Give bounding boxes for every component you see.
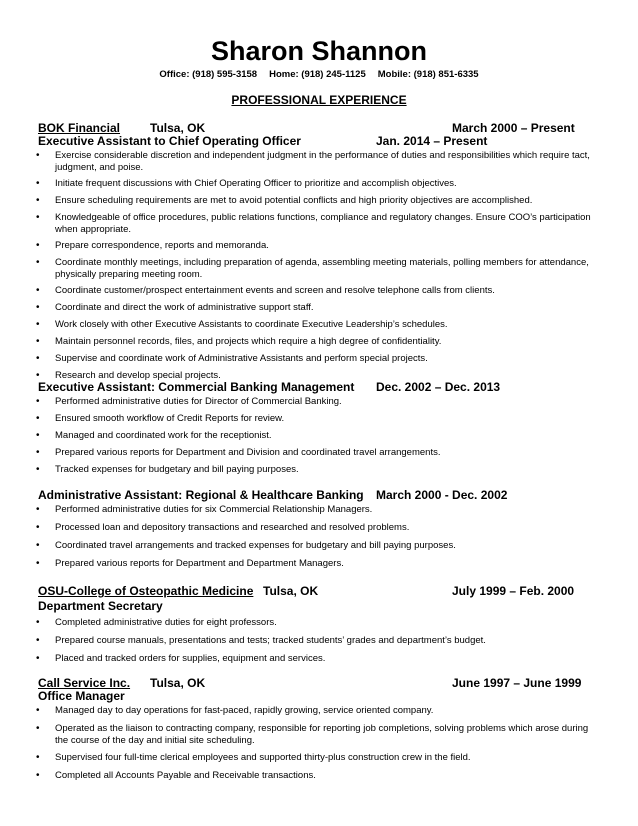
- list-item: • Managed day to day operations for fast-paced, rapidly growing, service oriented company.: [0, 705, 601, 717]
- list-item: • Processed loan and depository transactions and researched and resolved problems.: [0, 522, 601, 534]
- list-item: • Exercise considerable discretion and independent judgment in the performance of duties and responsibilities which require tact, judgment, and poise.: [0, 150, 601, 174]
- list-item: • Knowledgeable of office procedures, public relations functions, compliance and regulatory changes. Ensure COO’s participation when appropriate.: [0, 212, 601, 236]
- csi-company: Call Service Inc.: [38, 676, 131, 690]
- osu-dates: July 1999 – Feb. 2000: [452, 584, 575, 598]
- list-item: • Prepared course manuals, presentations and tests; tracked students’ grades and department’s budget.: [0, 635, 601, 647]
- csi-list: [0, 705, 601, 782]
- contact-line: [0, 69, 638, 81]
- bok-role2-list: [0, 396, 601, 476]
- bok-location: Tulsa, OK: [150, 121, 206, 135]
- list-item: • Coordinate and direct the work of administrative support staff.: [0, 302, 601, 314]
- list-item: • Prepare correspondence, reports and memoranda.: [0, 240, 601, 252]
- list-item: • Research and develop special projects.: [0, 370, 601, 382]
- office-phone: Office: (918) 595-3158: [159, 69, 258, 80]
- list-item: • Supervised four full-time clerical employees and supported thirty-plus construction crew in the field.: [0, 752, 601, 764]
- list-item: • Placed and tracked orders for supplies, equipment and services.: [0, 653, 601, 665]
- csi-location: Tulsa, OK: [150, 676, 206, 690]
- list-item: • Ensure scheduling requirements are met to avoid potential conflicts and high priority objectives are accomplished.: [0, 195, 601, 207]
- bok-role3-dates: March 2000 - Dec. 2002: [376, 488, 508, 502]
- list-item: • Supervise and coordinate work of Administrative Assistants and perform special projects.: [0, 353, 601, 365]
- bok-role1-title: Executive Assistant to Chief Operating Officer: [38, 134, 301, 148]
- list-item: • Prepared various reports for Department and Department Managers.: [0, 558, 601, 570]
- list-item: • Tracked expenses for budgetary and bill paying purposes.: [0, 464, 601, 476]
- bok-role1-dates: Jan. 2014 – Present: [376, 134, 488, 148]
- list-item: • Performed administrative duties for six Commercial Relationship Managers.: [0, 504, 601, 516]
- osu-title: Department Secretary: [38, 599, 163, 613]
- bok-role2-title: Executive Assistant: Commercial Banking Management: [38, 380, 355, 394]
- list-item: • Managed and coordinated work for the receptionist.: [0, 430, 601, 442]
- list-item: • Work closely with other Executive Assistants to coordinate Executive Leadership’s schedules.: [0, 319, 601, 331]
- list-item: • Coordinate customer/prospect entertainment events and screen and resolve telephone calls from clients.: [0, 285, 601, 297]
- bok-dates: March 2000 – Present: [452, 121, 575, 135]
- csi-title: Office Manager: [38, 689, 125, 703]
- list-item: • Coordinate monthly meetings, including preparation of agenda, assembling meeting materials, polling members for attendance, physically preparing meeting room.: [0, 257, 601, 281]
- home-phone: Home: (918) 245-1125: [269, 69, 366, 80]
- osu-list: [0, 617, 601, 665]
- list-item: • Performed administrative duties for Director of Commercial Banking.: [0, 396, 601, 408]
- candidate-name: Sharon Shannon: [211, 36, 427, 66]
- osu-company: OSU-College of Osteopathic Medicine: [38, 584, 254, 598]
- bok-role3-list: [0, 504, 601, 570]
- csi-dates: June 1997 – June 1999: [452, 676, 582, 690]
- list-item: • Completed administrative duties for eight professors.: [0, 617, 601, 629]
- mobile-phone: Mobile: (918) 851-6335: [377, 69, 479, 80]
- list-item: • Initiate frequent discussions with Chief Operating Officer to prioritize and accomplish objectives.: [0, 178, 601, 190]
- list-item: • Maintain personnel records, files, and projects which require a high degree of confidentiality.: [0, 336, 601, 348]
- list-item: • Operated as the liaison to contracting company, responsible for reporting job completions, solving problems which arose during the course of the day and initial site scheduling.: [0, 723, 601, 747]
- bok-company: BOK Financial: [38, 121, 121, 135]
- osu-location: Tulsa, OK: [263, 584, 319, 598]
- list-item: • Ensured smooth workflow of Credit Reports for review.: [0, 413, 601, 425]
- list-item: • Coordinated travel arrangements and tracked expenses for budgetary and bill paying purposes.: [0, 540, 601, 552]
- bok-role1-list: [0, 150, 601, 382]
- section-title: PROFESSIONAL EXPERIENCE: [231, 93, 407, 107]
- list-item: • Prepared various reports for Department and Division and coordinated travel arrangements.: [0, 447, 601, 459]
- list-item: • Completed all Accounts Payable and Receivable transactions.: [0, 770, 601, 782]
- bok-role3-title: Administrative Assistant: Regional & Healthcare Banking: [38, 488, 364, 502]
- bok-role2-dates: Dec. 2002 – Dec. 2013: [376, 380, 501, 394]
